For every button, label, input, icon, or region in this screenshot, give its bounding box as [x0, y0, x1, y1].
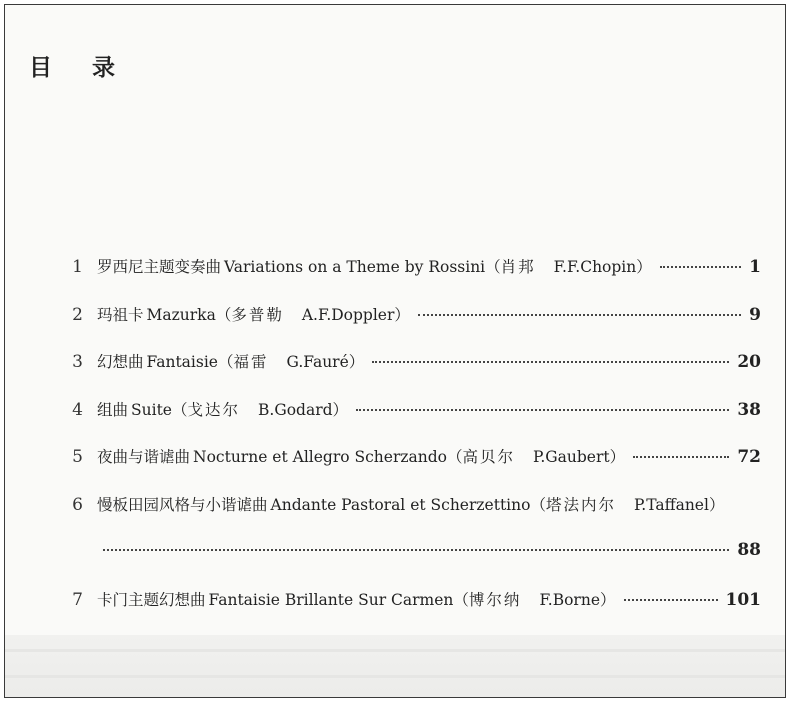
entry-en-title: Nocturne et Allegro Scherzando — [193, 448, 448, 466]
entry-title — [97, 303, 410, 325]
dot-leader — [660, 266, 741, 268]
toc-heading — [29, 49, 115, 82]
entry-paren-close: ） — [394, 305, 410, 324]
entry-en-title: Variations on a Theme by Rossini — [224, 258, 486, 276]
entry-number: 7 — [72, 589, 83, 610]
entry-paren-open: （ — [215, 305, 232, 324]
dot-leader — [633, 456, 729, 458]
entry-paren-open: （ — [171, 400, 188, 419]
entry-cn-title: 罗西尼主题变奏曲 — [97, 258, 222, 276]
dot-leader — [372, 361, 729, 363]
entry-en-author: F.F.Chopin — [553, 258, 637, 276]
entry-paren-open: （ — [217, 353, 234, 371]
entry-number: 3 — [72, 352, 83, 372]
entry-page-number: 72 — [737, 447, 761, 467]
entry-en-author: F.Borne — [539, 590, 600, 609]
entry-en-author: A.F.Doppler — [301, 305, 395, 324]
entry-en-author: G.Fauré — [286, 353, 349, 371]
entry-number: 1 — [72, 257, 83, 277]
entry-paren-close: ） — [600, 590, 616, 609]
toc-heading-char-2: 录 — [92, 55, 115, 81]
toc-entry[interactable] — [61, 303, 761, 351]
entry-cn-author: 肖邦 — [500, 258, 536, 276]
entry-paren-close: ） — [609, 448, 626, 466]
dot-leader — [103, 549, 729, 551]
entry-page-number: 20 — [737, 352, 761, 372]
entry-cn-title: 卡门主题幻想曲 — [97, 590, 206, 609]
page-bottom-shading — [5, 635, 785, 697]
entry-title — [97, 350, 364, 372]
entry-paren-open: （ — [453, 590, 469, 609]
entry-cn-author: 高贝尔 — [462, 448, 516, 466]
toc-entry-continuation[interactable] — [61, 540, 761, 588]
table-of-contents — [61, 255, 761, 635]
entry-number: 5 — [72, 447, 83, 467]
entry-paren-close: ） — [348, 353, 365, 371]
dot-leader — [624, 599, 718, 601]
entry-page-number: 1 — [749, 257, 761, 277]
entry-cn-title: 幻想曲 — [97, 353, 144, 371]
entry-en-title: Suite — [131, 400, 172, 419]
entry-cn-title: 慢板田园风格与小谐谑曲 — [97, 495, 268, 514]
entry-cn-author: 福雷 — [233, 353, 269, 371]
toc-entry[interactable] — [61, 398, 761, 446]
shading-band — [5, 649, 785, 652]
shading-band — [5, 675, 785, 678]
toc-entry[interactable] — [61, 350, 761, 398]
entry-paren-open: （ — [447, 448, 463, 466]
entry-paren-open: （ — [530, 495, 546, 514]
entry-cn-author: 塔法内尔 — [545, 495, 616, 514]
entry-number: 4 — [72, 399, 83, 420]
dot-leader — [418, 314, 741, 316]
entry-en-title: Andante Pastoral et Scherzettino — [270, 495, 531, 514]
entry-page-number: 101 — [725, 589, 761, 610]
entry-en-author: P.Taffanel — [633, 495, 709, 514]
entry-paren-open: （ — [485, 258, 501, 276]
toc-heading-char-1: 目 — [29, 55, 52, 81]
entry-cn-author: 多普勒 — [231, 305, 284, 324]
entry-en-title: Fantaisie — [146, 353, 218, 371]
entry-page-number: 38 — [737, 399, 761, 420]
entry-number: 6 — [72, 494, 83, 515]
entry-paren-close: ） — [636, 258, 652, 276]
entry-page-number: 9 — [749, 304, 761, 325]
entry-paren-close: ） — [708, 495, 725, 514]
entry-number: 2 — [72, 304, 83, 325]
entry-title — [97, 588, 616, 610]
entry-en-title: Fantaisie Brillante Sur Carmen — [208, 590, 454, 609]
entry-cn-author: 戈达尔 — [187, 400, 241, 419]
entry-cn-title: 组曲 — [97, 400, 129, 419]
entry-title — [97, 445, 625, 467]
document-page — [4, 4, 786, 698]
toc-entry[interactable] — [61, 493, 761, 541]
entry-cn-author: 博尔纳 — [468, 590, 522, 609]
entry-en-title: Mazurka — [146, 305, 216, 324]
dot-leader — [356, 409, 729, 411]
entry-title — [97, 493, 761, 515]
entry-title — [97, 398, 348, 420]
toc-entry[interactable] — [61, 445, 761, 493]
toc-entry[interactable] — [61, 255, 761, 303]
entry-en-author: P.Gaubert — [533, 448, 610, 466]
entry-cn-title: 夜曲与谐谑曲 — [97, 448, 191, 466]
entry-cn-title: 玛祖卡 — [97, 305, 144, 324]
entry-en-author: B.Godard — [258, 400, 333, 419]
entry-paren-close: ） — [332, 400, 349, 419]
entry-page-number: 88 — [737, 540, 761, 560]
entry-title — [97, 255, 652, 277]
toc-entry[interactable] — [61, 588, 761, 636]
